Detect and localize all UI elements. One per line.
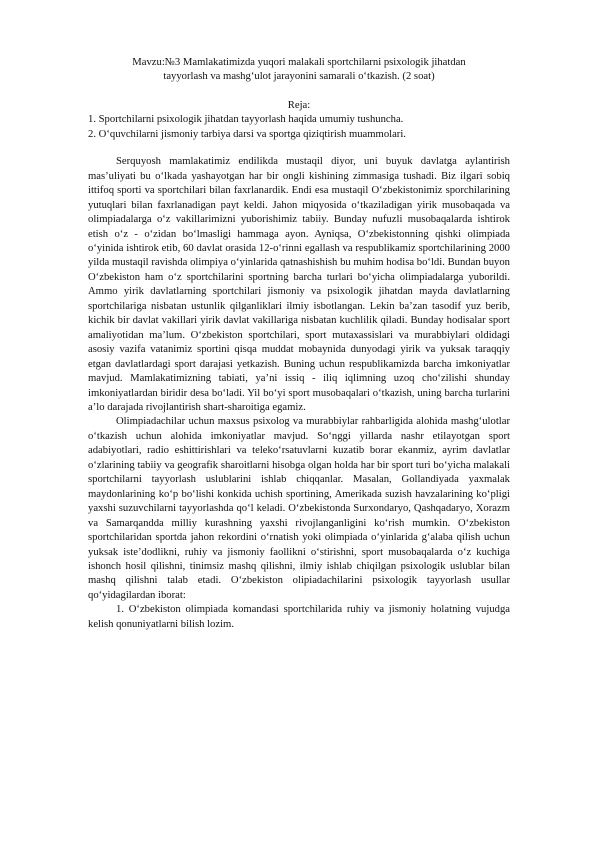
- plan-item: 2. O‘quvchilarni jismoniy tarbiya darsi va sportga qiziqtirish muammolari.: [88, 128, 406, 140]
- plan-list: [88, 113, 510, 142]
- plan-item: 1. Sportchilarni psixologik jihatdan tayyorlash haqida umumiy tushuncha.: [88, 114, 404, 126]
- title-line-1: Mavzu:№3 Mamlakatimizda yuqori malakali sportchilarni psixologik jihatdan: [132, 57, 466, 68]
- title-line-2: tayyorlash va mashg‘ulot jarayonini samarali o‘tkazish. (2 soat): [163, 71, 435, 83]
- body-paragraph: Olimpiadachilar uchun maxsus psixolog va murabbiylar rahbarligida alohida mashg‘ulotlar o‘tkazish uchun alohida imkoniyatlar mavjud. So‘nggi yillarda nashr etilayotgan sport adabiyotlari, radio eshittirishlari va teleko‘rsatuvlarni kuzatib borar ekanmiz, ayrim davlatlar o‘zlarining tabiiy va geografik sharoitlarni hisobga olgan holda har bir sport turi bo‘yicha malakali sportchilarni tayyorlash uslublarini ishlab chiqqanlar. Masalan, Gollandiyada yaxmalak maydonlarining ko‘p bo‘lishi konkida uchish sportining, Amerikada suzish havzalarining ko‘pligi yaxshi suzuvchilarni tayyorlashda qo‘l keladi. O‘zbekistonda Surxondaryo, Qashqadaryo, Xorazm va Samarqandda milliy kurashning yaxshi rivojlanganligini ko‘rish mumkin. O‘zbekiston sportchilaridan sportda jahon rekordini o‘rnatish yoki olimpiada o‘yinlarida g‘alaba qilish uchun yuksak iste’dodlikni, ruhiy va jismoniy faollikni o‘stirishni, sport musobaqalarda o‘z kuchiga ishonch hosil qilishni, tinimsiz mashq qilishni, ilmiy ishlab chiqilgan psixologik uslublar bilan mashq qilishni talab etadi. O‘zbekiston olipiadachilarini psixologik tayyorlash usullar qo‘yidagilardan iborat:: [88, 416, 510, 601]
- body-paragraph: Serquyosh mamlakatimiz endilikda mustaqil diyor, uni buyuk davlatga aylantirish mas’uliyati bu o‘lkada yashayotgan har bir ongli kishining zimmasiga tushadi. Biz ilgari sobiq ittifoq sporti va sportchilari bilan faxrlanardik. Endi esa mustaqil O‘zbekistonimiz sporchilarining yutuqlari bilan faxrlanadigan payt keldi. Jahon miqyosida o‘tkaziladigan yirik musobaqada va olimpiadalarga o‘z vakillarimizni yuborishimiz tabiiy. Bunday nufuzli musobaqalarda ishtirok etish o‘z - o‘zidan bo‘lmasligi hammaga ayon. Ayniqsa, O‘zbekistonning qishki olimpiada o‘yinida ishtirok etib, 60 davlat orasida 12-o‘rinni egallash va respublikamiz sportchilarining 2000 yilda mustaqil ravishda olimpiya o‘yinlarida qatnashishish bu muhim hodisa bo‘ldi. Bundan buyon O‘zbekiston ham o‘z sportchilarini sportning barcha turlari bo‘yicha olimpiadalarga yuborildi. Ammo yirik davlatlarning sportchilari jismoniy va psixologik jihatdan mayda davlatlarning sportchilariga nisbatan ustunlik qilganliklari ilmiy isbotlangan. Lekin ba’zan tasodif yuz berib, kichik bir davlat vakillari yirik davlat vakillariga nisbatan kuchlilik qiladi. Bunday hodisalar sport amaliyotidan ma’lum. O‘zbekiston sportchilari, sport mutaxassislari va murabbiylari oldidagi asosiy vazifa vatanimiz sportini qisqa muddat mobaynida dunyodagi yirik va yuksak taraqqiy etgan davlatlardagi sport darajasi yetkazish. Buning uchun respublikamizda barcha imkoniyatlar mavjud. Mamlakatimizning tabiati, ya’ni issiq - iliq iqlimning uzoq cho‘zilishi shunday imkoniyatlardan biridir desa bo‘ladi. Yil bo‘yi sport musobaqalari o‘tkazish, uning barcha turlarini a’lo darajada rivojlantirish shart-sharoitiga egamiz.: [88, 156, 510, 413]
- document-page: [88, 56, 510, 632]
- document-title: [88, 56, 510, 85]
- plan-heading: Reja:: [287, 99, 311, 111]
- body-paragraph: 1. O‘zbekiston olimpiada komandasi sportchilarida ruhiy va jismoniy holatning vujudga kelish qonuniyatlarni bilish lozim.: [88, 604, 510, 630]
